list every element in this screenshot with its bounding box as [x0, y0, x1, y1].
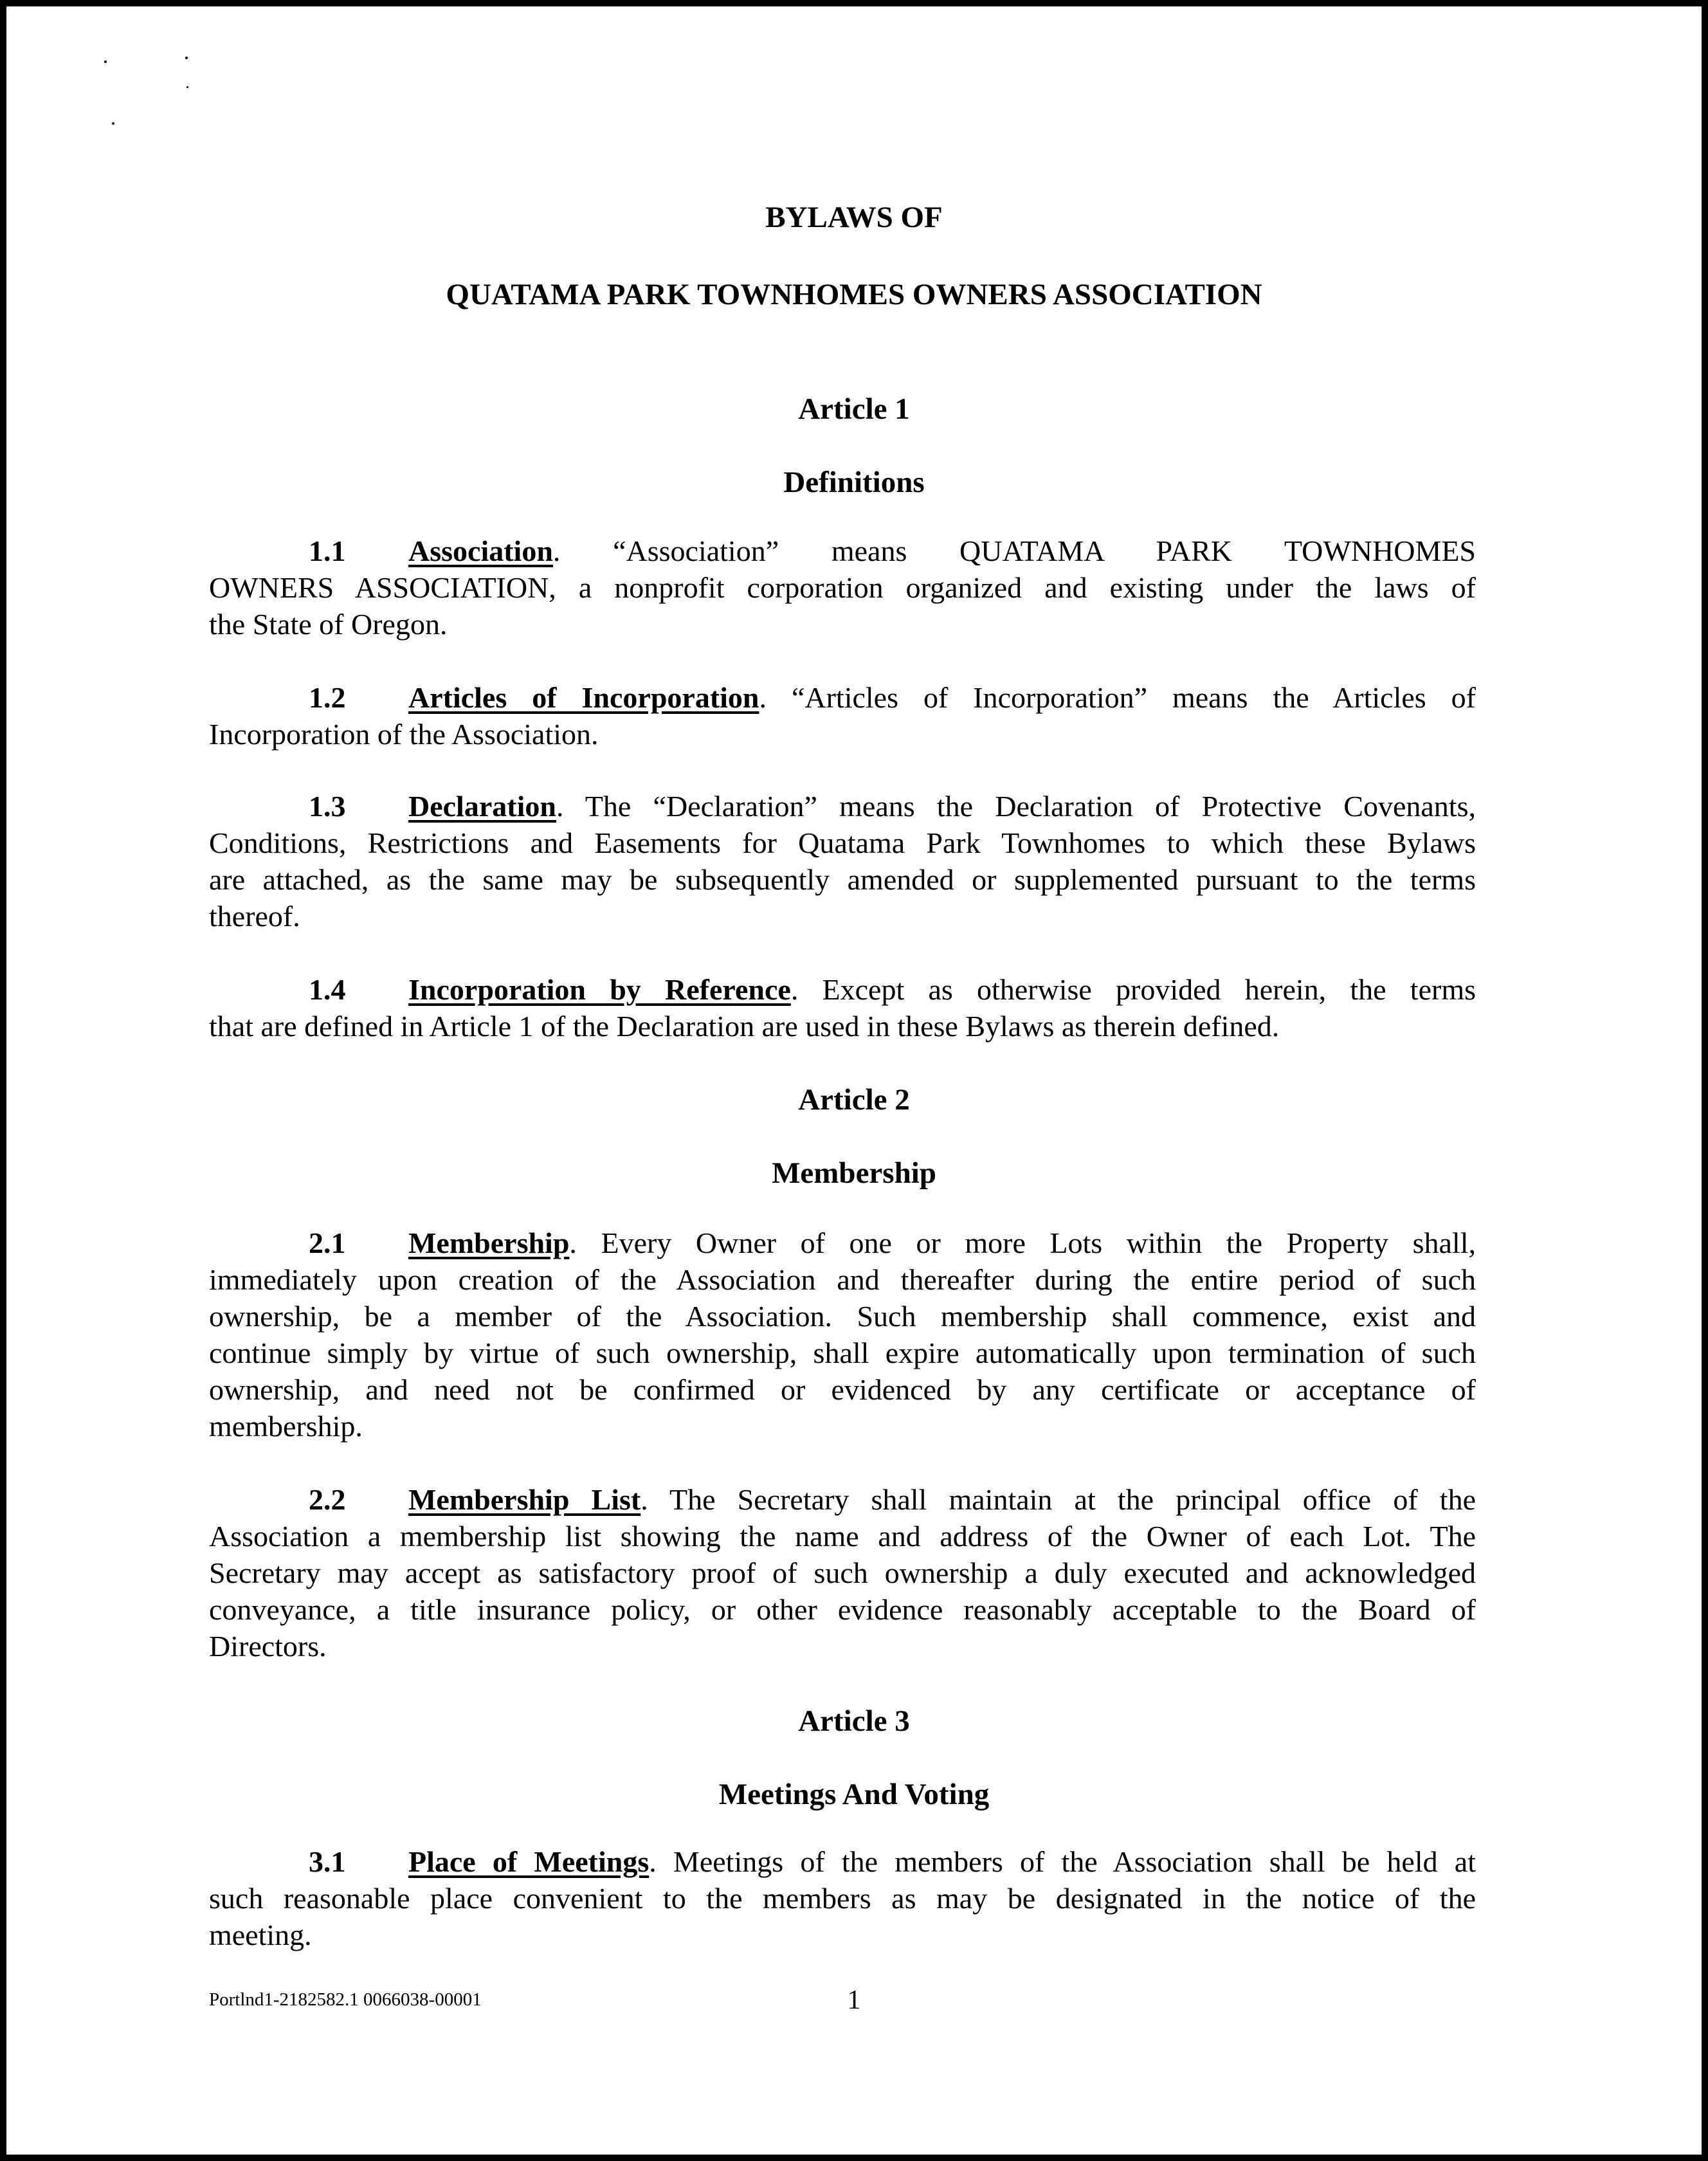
section-2-2: 2.2 Membership List. The Secretary shall maintain at the principal office of the Association a membership list showing the name and address of the Owner of each Lot. The Secretary may accept as satisfactory proof of such ownership a duly executed and acknowledged conveyance, a title insurance policy, or other evidence reasonably acceptable to the Board of Directors.: [209, 1481, 1476, 1664]
defined-term: Membership: [408, 1226, 570, 1259]
document-id: Portlnd1-2182582.1 0066038-00001: [209, 1989, 482, 2010]
section-2-1: 2.1 Membership. Every Owner of one or more Lots within the Property shall, immediately upon creation of the Association and thereafter during the entire period of such ownership, be a member of the Association. Such membership shall commence, exist and continue simply by virtue of such ownership, shall expire automatically upon termination of such ownership, and need not be confirmed or evidenced by any certificate or acceptance of membership.: [209, 1225, 1476, 1445]
organization-name: QUATAMA PARK TOWNHOMES OWNERS ASSOCIATION: [446, 278, 1262, 311]
article-1-label: Article 1: [798, 392, 910, 426]
section-number: 2.1: [309, 1226, 346, 1259]
scan-speck: [185, 57, 188, 59]
section-1-2: 1.2 Articles of Incorporation. “Articles of Incorporation” means the Articles of Incorporation of the Association.: [209, 679, 1476, 752]
defined-term: Membership List: [408, 1483, 641, 1516]
section-1-4: 1.4 Incorporation by Reference. Except as otherwise provided herein, the terms that are defined in Article 1 of the Declaration are used in these Bylaws as therein defined.: [209, 971, 1476, 1044]
section-1-3: 1.3 Declaration. The “Declaration” means the Declaration of Protective Covenants, Conditions, Restrictions and Easements for Quatama Park Townhomes to which these Bylaws are attached, as the same may be subsequently amended or supplemented pursuant to the terms thereof.: [209, 788, 1476, 935]
defined-term: Place of Meetings: [408, 1845, 650, 1878]
section-1-1: 1.1 Association. “Association” means QUATAMA PARK TOWNHOMES OWNERS ASSOCIATION, a nonprofit corporation organized and existing under the laws of the State of Oregon.: [209, 533, 1476, 643]
page-number: 1: [847, 1985, 861, 2015]
defined-term: Incorporation by Reference: [408, 973, 791, 1006]
section-number: 1.4: [309, 973, 346, 1006]
section-number: 1.2: [309, 681, 346, 714]
defined-term: Association: [408, 534, 553, 567]
scan-speck: [186, 86, 188, 88]
article-3-title: Meetings And Voting: [718, 1778, 990, 1811]
article-3-label: Article 3: [798, 1704, 910, 1738]
scan-speck: [104, 60, 107, 63]
defined-term: Articles of Incorporation: [408, 681, 759, 714]
article-2-title: Membership: [772, 1156, 936, 1190]
document-page: [6, 6, 1702, 2155]
section-3-1: 3.1 Place of Meetings. Meetings of the members of the Association shall be held at such reasonable place convenient to the members as may be designated in the notice of the meeting.: [209, 1843, 1476, 1953]
document-title: BYLAWS OF: [765, 201, 943, 234]
scan-speck: [112, 122, 114, 125]
article-1-title: Definitions: [783, 466, 925, 499]
section-number: 2.2: [309, 1483, 346, 1516]
defined-term: Declaration: [408, 790, 556, 823]
section-number: 1.1: [309, 534, 346, 567]
section-number: 1.3: [309, 790, 346, 823]
section-number: 3.1: [309, 1845, 346, 1878]
article-2-label: Article 2: [798, 1083, 910, 1117]
